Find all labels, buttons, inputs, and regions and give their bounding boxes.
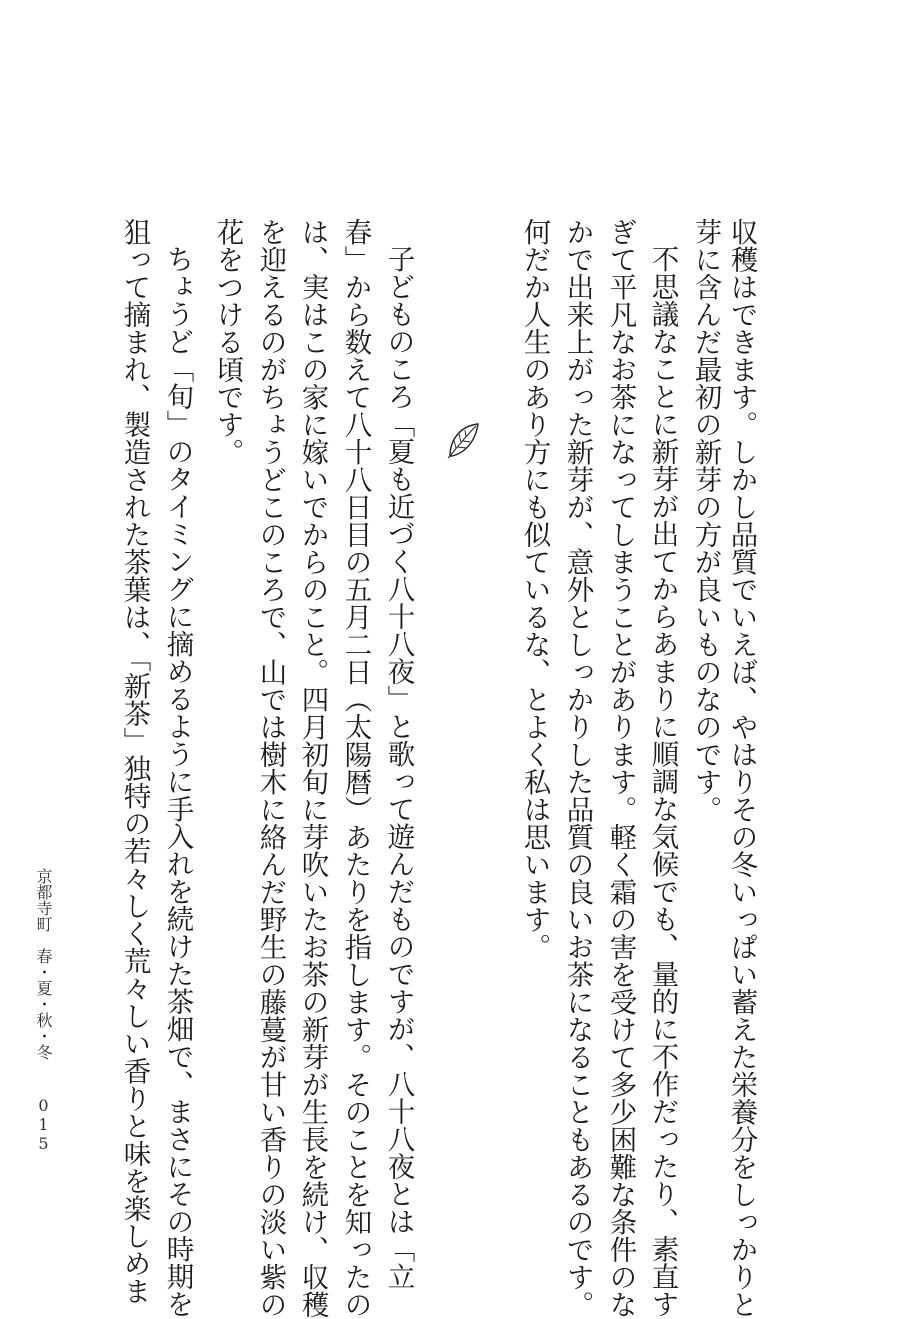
text-column: ぎて平凡なお茶になってしまうことがあります。軽く霜の害を受けて多少困難な条件のな bbox=[604, 218, 637, 1318]
text-column: かで出来上がった新芽が、意外としっかりした品質の良いお茶になることもあるのです。 bbox=[561, 218, 594, 1318]
text-column: 春」から数えて八十八日目の五月二日（太陽暦）あたりを指します。そのことを知ったの bbox=[339, 218, 372, 1318]
text-column: 狙って摘まれ、製造された茶葉は、「新茶」独特の若々しく荒々しい香りと味を楽しめま bbox=[118, 218, 151, 1305]
text-column: 子どものころ「夏も近づく八十八夜」と歌って遊んだものですが、八十八夜とは「立 bbox=[382, 245, 415, 1290]
text-column: 何だか人生のあり方にも似ているな、とよく私は思います。 bbox=[518, 218, 551, 961]
text-column: ちょうど「旬」のタイミングに摘めるように手入れを続けた茶畑で、まさにその時期を bbox=[161, 245, 194, 1318]
text-column: 花をつける頃です。 bbox=[211, 218, 244, 466]
text-column: 収穫はできます。しかし品質でいえば、やはりその冬いっぱい蓄えた栄養分をしっかりと bbox=[725, 218, 758, 1318]
page-number: 015 bbox=[34, 1096, 53, 1153]
book-title: 京都寺町 春・夏・秋・冬 bbox=[34, 868, 53, 1060]
text-column: 芽に含んだ最初の新芽の方が良いものなのです。 bbox=[689, 218, 722, 823]
tea-leaf-icon bbox=[446, 420, 482, 460]
text-column: を迎えるのがちょうどこのころで、山では樹木に絡んだ野生の藤蔓が甘い香りの淡い紫の bbox=[254, 218, 287, 1318]
text-column: 不思議なことに新芽が出てからあまりに順調な気候でも、量的に不作だったり、素直す bbox=[646, 245, 679, 1318]
text-column: は、実はこの家に嫁いでからのこと。四月初旬に芽吹いたお茶の新芽が生長を続け、収穫 bbox=[296, 218, 329, 1318]
